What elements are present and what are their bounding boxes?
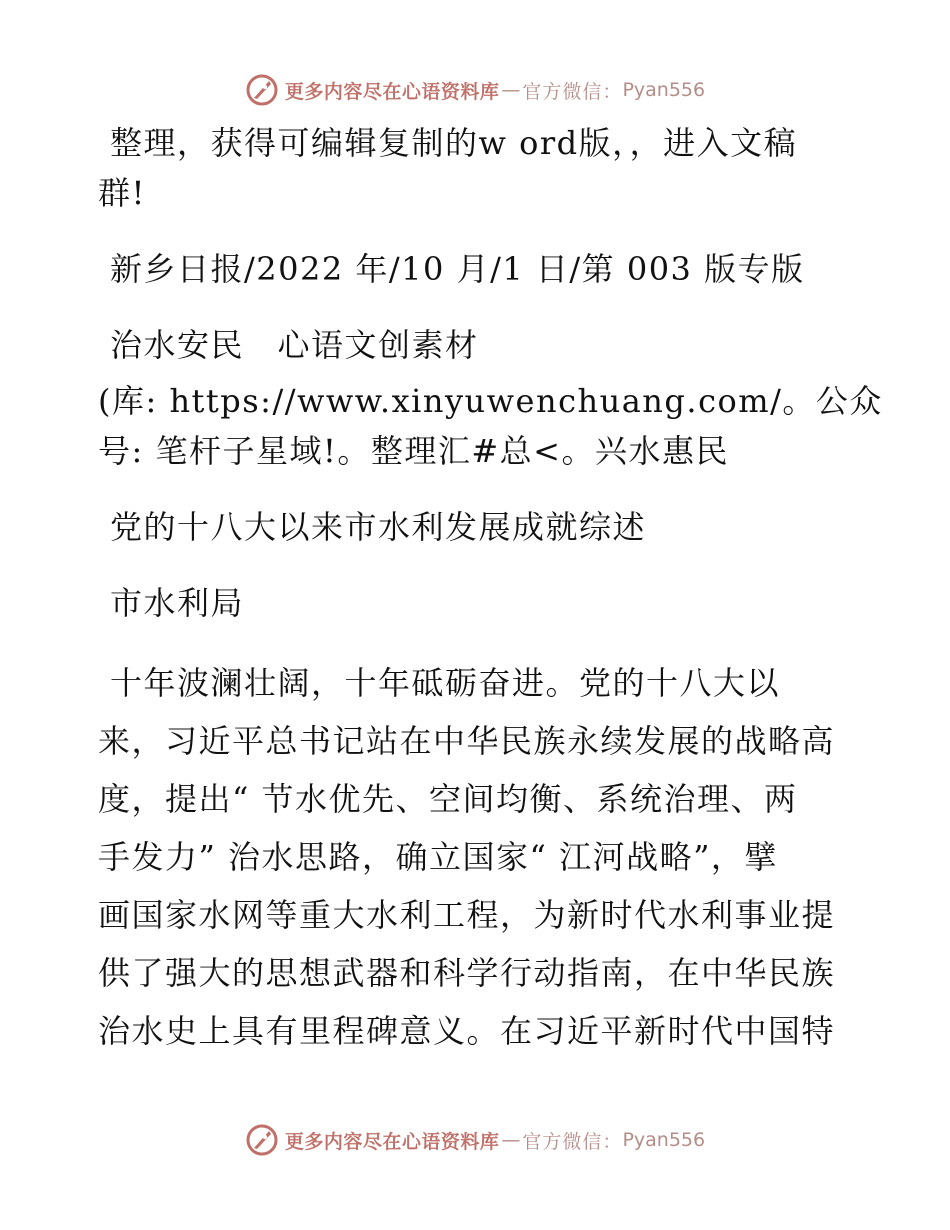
- intro-line-2: 群!: [98, 174, 146, 212]
- quill-logo-icon: [245, 73, 279, 107]
- body-line-6: 供了强大的思想武器和科学行动指南，在中华民族: [98, 954, 836, 992]
- body-line-7: 治水史上具有里程碑意义。在习近平新时代中国特: [98, 1012, 836, 1050]
- document-body: [98, 118, 883, 1060]
- banner-dash: —: [501, 1129, 521, 1151]
- footer-watermark-banner: [0, 1120, 950, 1160]
- source-line-2: 号: 笔杆子星域!。整理汇#总<。兴水惠民: [98, 432, 729, 470]
- article-author: 市水利局: [110, 584, 245, 622]
- banner-dash: —: [501, 79, 521, 101]
- article-title: 党的十八大以来市水利发展成就综述: [110, 508, 647, 546]
- banner-wechat-label: 官方微信：: [522, 80, 623, 103]
- quill-logo-icon: [245, 1123, 279, 1157]
- body-line-1: 十年波澜壮阔，十年砥砺奋进。党的十八大以: [110, 664, 781, 702]
- source-line-1: (库: https://www.xinyuwenchuang.com/。公众: [98, 382, 883, 420]
- banner-wechat-handle: Pyan556: [622, 79, 706, 101]
- banner-wechat-label: 官方微信：: [522, 1130, 623, 1153]
- intro-line-1: 整理，获得可编辑复制的w ord版，，进入文稿: [110, 124, 798, 162]
- header-watermark-banner: [0, 70, 950, 110]
- section-heading: 治水安民 心语文创素材: [110, 326, 479, 364]
- dateline: 新乡日报/2022 年/10 月/1 日/第 003 版专版: [110, 250, 805, 288]
- body-line-3: 度，提出“ 节水优先、空间均衡、系统治理、两: [98, 780, 798, 818]
- body-line-5: 画国家水网等重大水利工程，为新时代水利事业提: [98, 896, 836, 934]
- body-line-2: 来，习近平总书记站在中华民族永续发展的战略高: [98, 722, 836, 760]
- body-line-4: 手发力” 治水思路，确立国家“ 江河战略”，擘: [98, 838, 778, 876]
- banner-wechat-handle: Pyan556: [622, 1129, 706, 1151]
- banner-brand-text: 更多内容尽在心语资料库: [284, 80, 500, 103]
- banner-brand-text: 更多内容尽在心语资料库: [284, 1130, 500, 1153]
